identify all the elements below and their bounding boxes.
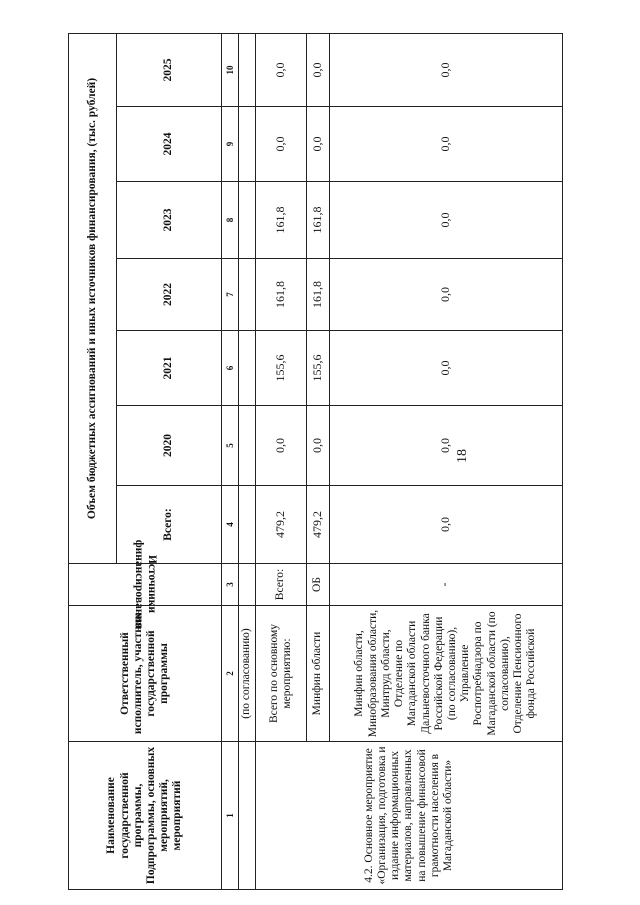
- value-cell: 155,6: [256, 331, 307, 406]
- value-cell: 0,0: [330, 406, 563, 486]
- column-number-row: [222, 33, 239, 889]
- value-cell: 161,8: [256, 182, 307, 259]
- value-cell: 0,0: [307, 33, 330, 106]
- column-number: 7: [222, 259, 239, 331]
- source-cell: ОБ: [307, 564, 330, 606]
- executor-cell: Минфин области, Минобразования области, Минтруд области, Отделение по Магаданской области Дальневосточного банка Российской Федерации (по согласованию), Управление Роспотребнадзора по Магаданской области (по согласованию), Отделение Пенсионного фонда Российской: [330, 606, 563, 742]
- empty-cell: [239, 742, 256, 890]
- table-row-total: [256, 33, 307, 889]
- value-cell: 0,0: [256, 33, 307, 106]
- column-number: 1: [222, 742, 239, 890]
- header-year: 2025: [116, 33, 221, 106]
- header-row-1: [69, 33, 117, 889]
- empty-cell: [239, 331, 256, 406]
- header-year: 2020: [116, 406, 221, 486]
- value-cell: 161,8: [307, 259, 330, 331]
- value-cell: 0,0: [330, 486, 563, 564]
- column-number: 6: [222, 331, 239, 406]
- value-cell: 0,0: [330, 107, 563, 182]
- header-year: 2023: [116, 182, 221, 259]
- header-source-line2: финансирования: [133, 540, 145, 629]
- measure-name-cell: 4.2. Основное мероприятие «Организация, подготовка и издание информационных материалов, направленных на повышение финансовой грамотности населения в Магаданской области»: [256, 742, 563, 890]
- empty-cell: [239, 182, 256, 259]
- value-cell: 0,0: [307, 107, 330, 182]
- empty-cell: [239, 33, 256, 106]
- value-cell: 0,0: [307, 406, 330, 486]
- empty-cell: [239, 406, 256, 486]
- header-source: [69, 540, 222, 629]
- column-number: 10: [222, 33, 239, 106]
- header-year: 2024: [116, 107, 221, 182]
- empty-cell: [239, 259, 256, 331]
- value-cell: 155,6: [307, 331, 330, 406]
- source-cell: -: [330, 564, 563, 606]
- executor-cell: Всего по основному мероприятию:: [256, 606, 307, 742]
- column-number: 3: [222, 564, 239, 606]
- executor-cell: Минфин области: [307, 606, 330, 742]
- page-number: 18: [455, 449, 470, 463]
- value-cell: 0,0: [330, 331, 563, 406]
- value-cell: 161,8: [307, 182, 330, 259]
- header-executor: Ответственный исполнитель, участник государственной программы: [69, 606, 222, 742]
- budget-table: [68, 33, 563, 890]
- source-cell: Всего:: [256, 564, 307, 606]
- column-number: 8: [222, 182, 239, 259]
- value-cell: 161,8: [256, 259, 307, 331]
- value-cell: 0,0: [330, 33, 563, 106]
- header-year: Всего:: [116, 486, 221, 564]
- empty-cell: [239, 486, 256, 564]
- column-number: 4: [222, 486, 239, 564]
- column-number: 5: [222, 406, 239, 486]
- table-row-continuation: [239, 33, 256, 889]
- header-source-text: [132, 540, 158, 629]
- value-cell: 479,2: [256, 486, 307, 564]
- executor-cell: (по согласованию): [239, 606, 256, 742]
- value-cell: 0,0: [256, 406, 307, 486]
- value-cell: 0,0: [330, 182, 563, 259]
- empty-cell: [239, 564, 256, 606]
- column-number: 9: [222, 107, 239, 182]
- value-cell: 0,0: [256, 107, 307, 182]
- column-number: 2: [222, 606, 239, 742]
- header-year: 2021: [116, 331, 221, 406]
- header-volume: Объем бюджетных ассигнований и иных источников финансирования, (тыс. рублей): [69, 33, 117, 563]
- value-cell: 479,2: [307, 486, 330, 564]
- header-source-line1: Источники: [146, 555, 159, 614]
- header-name: Наименование государственной программы, Подпрограммы, основных мероприятий, мероприятий: [69, 742, 222, 890]
- value-cell: 0,0: [330, 259, 563, 331]
- empty-cell: [239, 107, 256, 182]
- header-year: 2022: [116, 259, 221, 331]
